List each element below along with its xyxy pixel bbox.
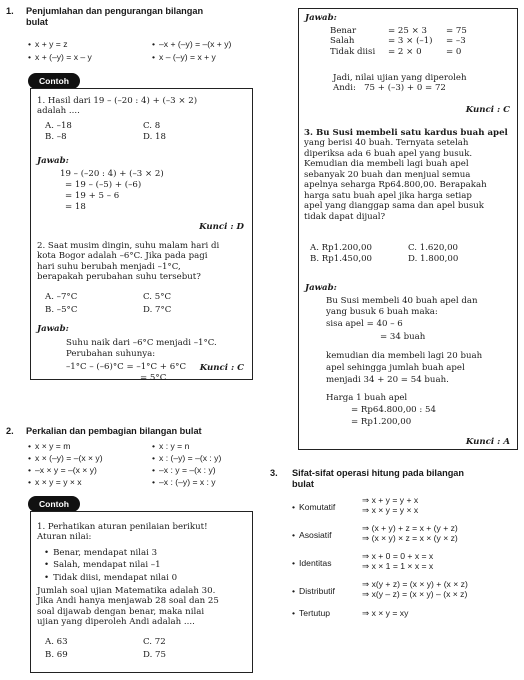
jawab-label: Jawab: xyxy=(305,13,337,23)
rule-item: • –x : y = –(x : y) xyxy=(152,465,216,475)
contoh-label: Contoh xyxy=(28,73,80,89)
option-b: B. 69 xyxy=(45,650,68,660)
rule-item: • x + (–y) = x – y xyxy=(28,52,92,62)
rule-item: • x × y = y × x xyxy=(28,477,82,487)
section-number: 2. xyxy=(6,426,14,436)
question-4: 1. Perhatikan aturan penilaian berikut! Aturan nilai: xyxy=(37,522,208,543)
jawab-label: Jawab: xyxy=(305,283,337,293)
property-name: • Identitas xyxy=(292,558,332,568)
property-formula: ⇒ x × y = xy xyxy=(362,608,409,618)
option-b: B. –8 xyxy=(45,132,67,142)
property-formula: ⇒ x(y + z) = (x × y) + (x × z) ⇒ x(y – z) = (x × y) – (x × z) xyxy=(362,579,468,600)
answer-key: Kunci : C xyxy=(199,363,244,373)
score-table: Benar = 25 × 3 = 75 Salah = 3 × (–1) = –3 Tidak diisi = 2 × 0 = 0 xyxy=(330,26,467,57)
option-a: A. –7°C xyxy=(45,292,78,302)
option-a: A. 63 xyxy=(45,637,68,647)
answer-line: Perubahan suhunya: xyxy=(66,349,156,359)
question-1: 1. Hasil dari 19 – (–20 : 4) + (–3 × 2) adalah .... xyxy=(37,96,198,117)
option-d: D. 1.800,00 xyxy=(408,254,459,264)
property-name: • Asosiatif xyxy=(292,530,332,540)
property-name: • Distributif xyxy=(292,586,335,596)
option-a: A. Rp1.200,00 xyxy=(310,243,372,253)
contoh-label: Contoh xyxy=(28,496,80,512)
answer-key: Kunci : A xyxy=(465,437,510,447)
option-c: C. 72 xyxy=(143,637,166,647)
rule-item: • x – (–y) = x + y xyxy=(152,52,216,62)
property-formula: ⇒ (x + y) + z = x + (y + z) ⇒ (x × y) × z = x × (y × z) xyxy=(362,523,458,544)
rule-item: • x × (–y) = –(x × y) xyxy=(28,453,103,463)
rule-item: • –x + (–y) = –(x + y) xyxy=(152,39,231,49)
rule-item: • x + y = z xyxy=(28,39,68,49)
answer-line: = Rp64.800,00 : 54 xyxy=(351,405,436,415)
calc-step: = 19 – (–5) + (–6) xyxy=(65,180,142,190)
rule-item: • –x × y = –(x × y) xyxy=(28,465,97,475)
rule-item: • x × y = m xyxy=(28,441,70,451)
option-c: C. 5°C xyxy=(143,292,172,302)
question-2: 2. Saat musim dingin, suhu malam hari di kota Bogor adalah –6°C. Jika pada pagi hari suhu berubah menjadi –1°C, berapakah perubahan suhu tersebut? xyxy=(37,241,220,283)
answer-line: –1°C – (–6)°C = –1°C + 6°C xyxy=(66,362,187,372)
option-b: B. –5°C xyxy=(45,305,78,315)
option-d: D. 75 xyxy=(143,650,166,660)
score-conclusion: Jadi, nilai ujian yang diperoleh Andi: 75 + (–3) + 0 = 72 xyxy=(333,73,467,94)
answer-line: = 34 buah xyxy=(380,332,426,342)
option-d: D. 18 xyxy=(143,132,166,142)
rule-list: • Benar, mendapat nilai 3 • Salah, mendapat nilai –1 • Tidak diisi, mendapat nilai 0 xyxy=(44,548,177,583)
calc-step: = 18 xyxy=(65,202,86,212)
section-number: 1. xyxy=(6,6,14,16)
property-name: • Tertutup xyxy=(292,608,330,618)
option-b: B. Rp1.450,00 xyxy=(310,254,373,264)
property-formula: ⇒ x + y = y + x ⇒ x × y = y × x xyxy=(362,495,419,516)
property-name: • Komutatif xyxy=(292,502,335,512)
jawab-label: Jawab: xyxy=(37,324,69,334)
answer-line: apel sehingga jumlah buah apel xyxy=(326,363,465,373)
answer-line: Bu Susi membeli 40 buah apel dan xyxy=(326,296,478,306)
question-3: 3. Bu Susi membeli satu kardus buah apel yang berisi 40 buah. Ternyata setelah diperiksa ada 6 buah apel yang busuk. Kemudian dia membeli lagi buah apel sebanyak 20 buah dan menjual semua apelnya seharga Rp64.800,00. Berapakah harga satu buah apel jika harga setiap apel yang dianggap sama dan apel busuk tidak dapat dijual? xyxy=(304,128,508,222)
answer-key: Kunci : D xyxy=(199,222,244,232)
answer-line: sisa apel = 40 – 6 xyxy=(326,319,403,329)
section-title-2: Perkalian dan pembagian bilangan bulat xyxy=(26,426,202,436)
jawab-label: Jawab: xyxy=(37,156,69,166)
option-c: C. 8 xyxy=(143,121,161,131)
rule-item: • x : (–y) = –(x : y) xyxy=(152,453,221,463)
option-a: A. –18 xyxy=(45,121,72,131)
question-4-body: Jumlah soal ujian Matematika adalah 30. Jika Andi hanya menjawab 28 soal dan 25 soal dijawab dengan benar, maka nilai ujian yang diperoleh Andi adalah .... xyxy=(37,586,219,628)
section-title-1: Penjumlahan dan pengurangan bilangan bulat xyxy=(26,6,204,28)
calc-step: 19 – (–20 : 4) + (–3 × 2) xyxy=(60,169,164,179)
option-d: D. 7°C xyxy=(143,305,172,315)
rule-item: • –x : (–y) = x : y xyxy=(152,477,216,487)
section-title-3: Sifat-sifat operasi hitung pada bilangan bulat xyxy=(292,468,465,490)
answer-line: yang busuk 6 buah maka: xyxy=(326,307,438,317)
rule-item: • x : y = n xyxy=(152,441,189,451)
answer-line: kemudian dia membeli lagi 20 buah xyxy=(326,351,483,361)
property-formula: ⇒ x + 0 = 0 + x = x ⇒ x × 1 = 1 × x = x xyxy=(362,551,434,572)
answer-line: Harga 1 buah apel xyxy=(326,393,408,403)
answer-line: menjadi 34 + 20 = 54 buah. xyxy=(326,375,449,385)
answer-line: Suhu naik dari –6°C menjadi –1°C. xyxy=(66,338,217,348)
section-number: 3. xyxy=(270,468,278,478)
answer-line: = Rp1.200,00 xyxy=(351,417,412,427)
option-c: C. 1.620,00 xyxy=(408,243,459,253)
answer-line: = 5°C xyxy=(140,373,167,383)
answer-key: Kunci : C xyxy=(465,105,510,115)
calc-step: = 19 + 5 – 6 xyxy=(65,191,120,201)
